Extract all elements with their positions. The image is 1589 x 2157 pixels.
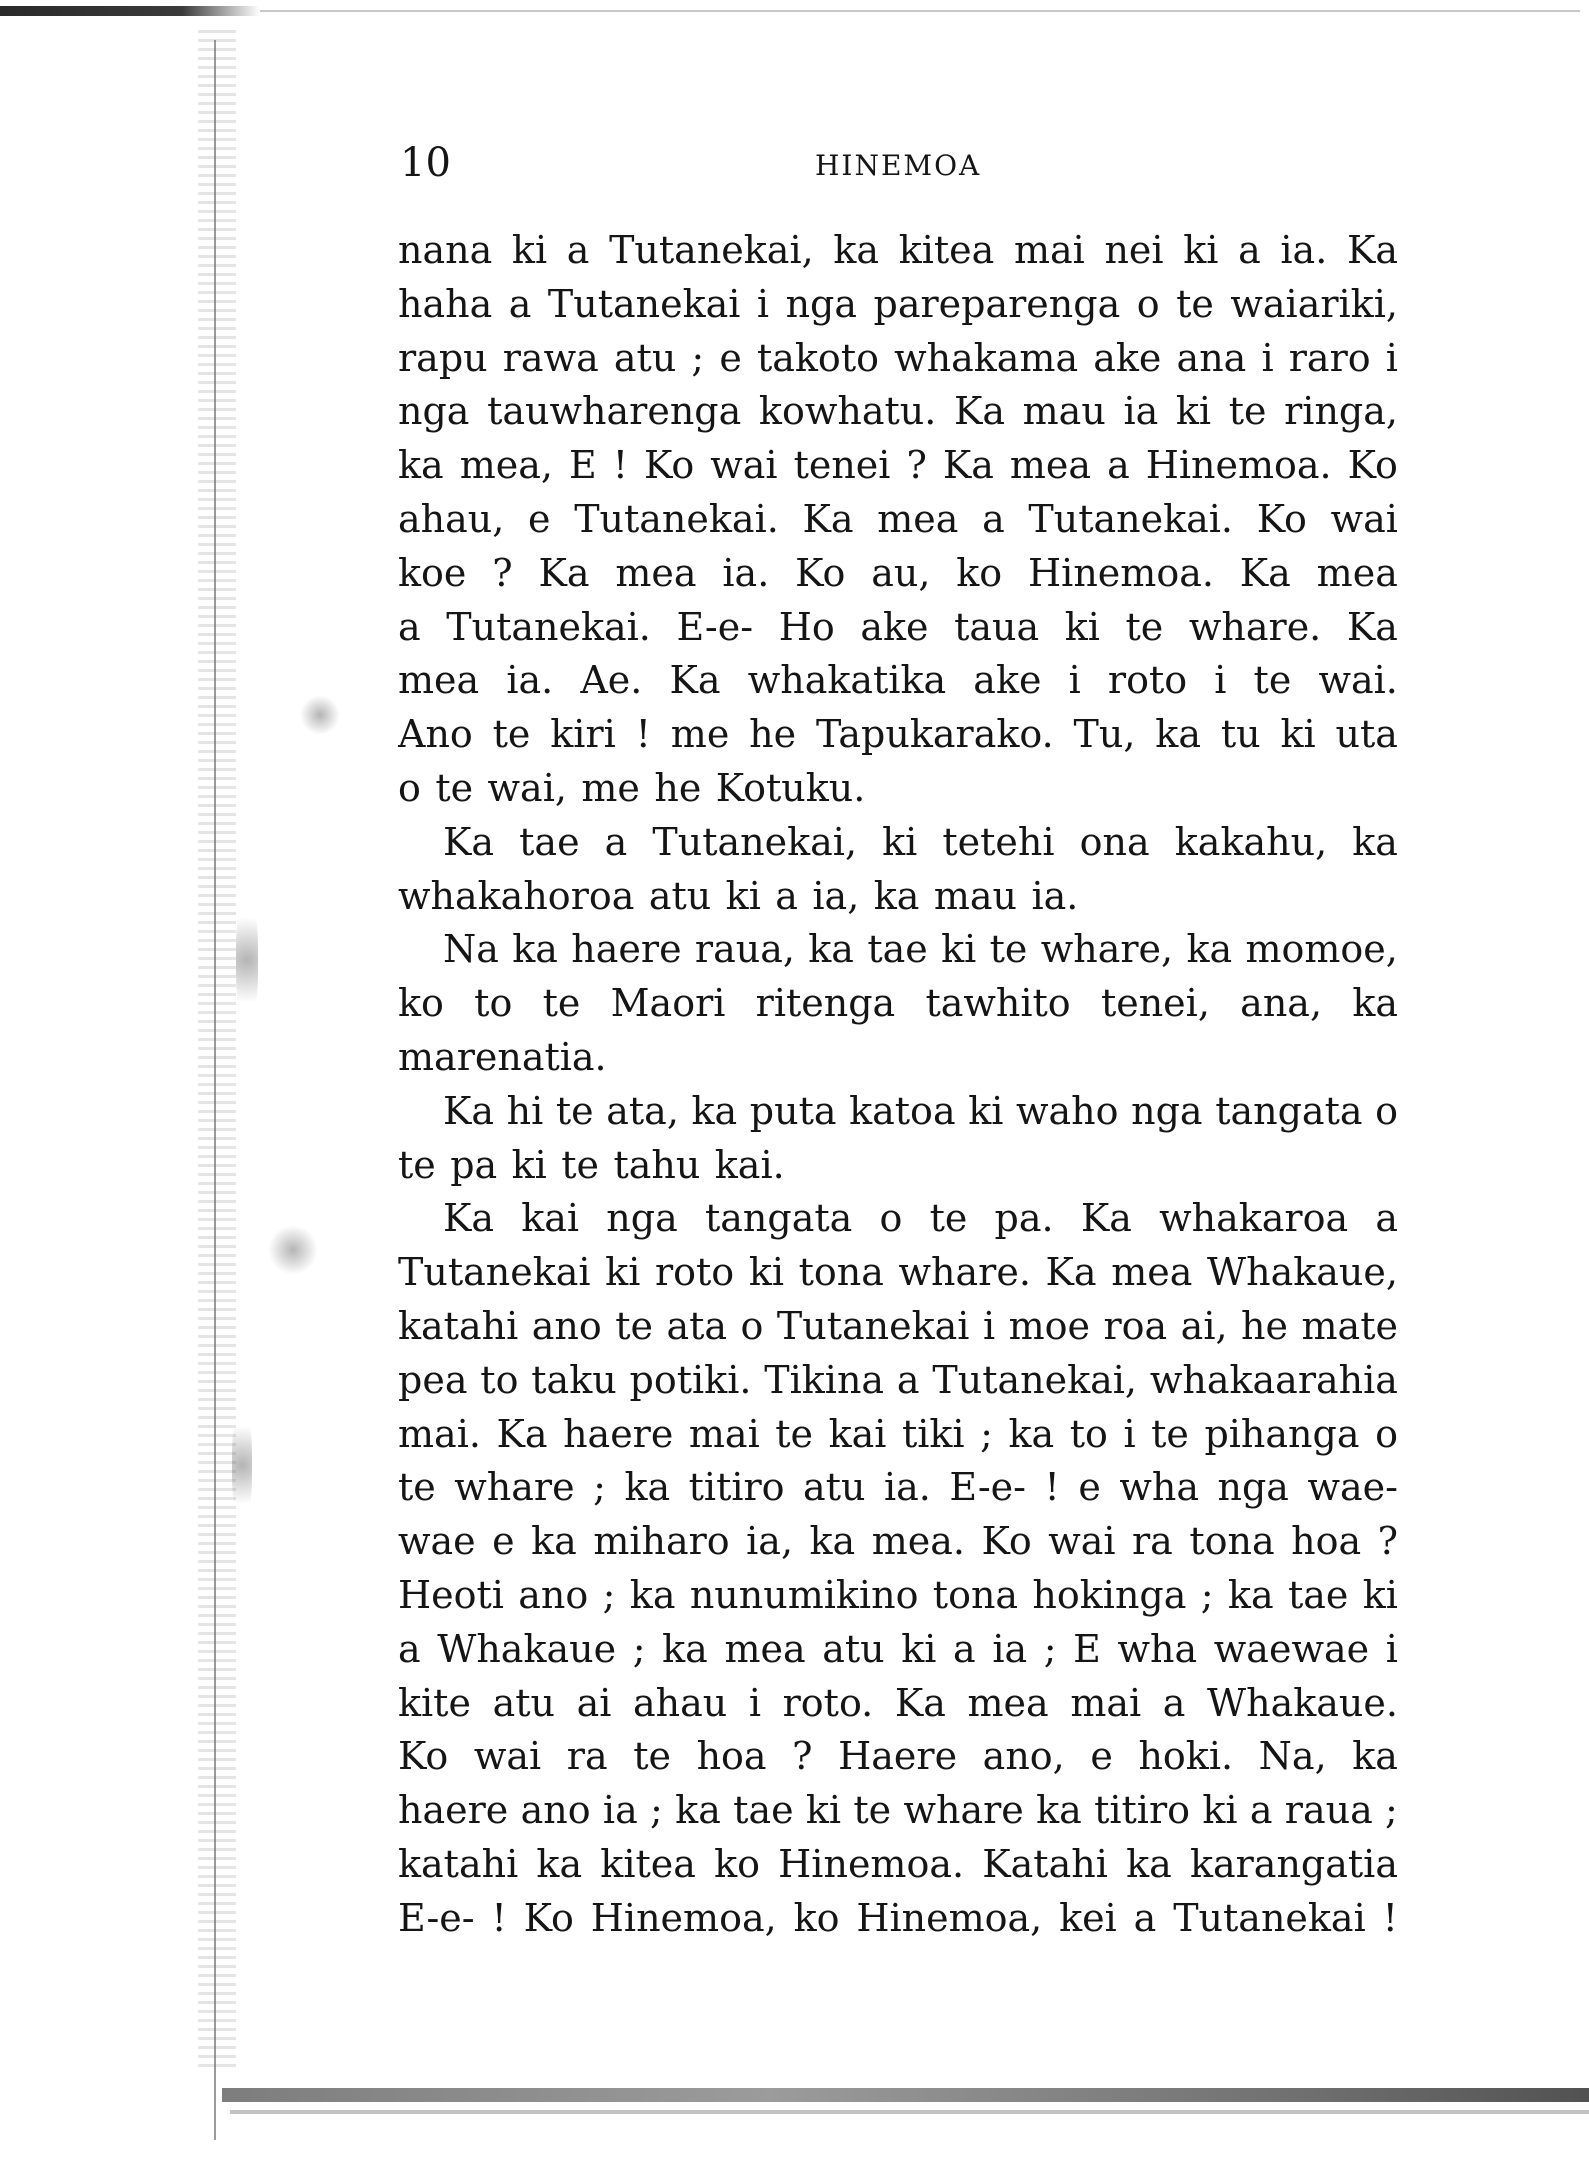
text-line: a Tutanekai. E-e- Ho ake taua ki te whare. Ka — [398, 604, 1398, 649]
text-line: te whare ; ka titiro atu ia. E-e- ! e wha nga wae- — [398, 1465, 1398, 1510]
text-line: ahau, e Tutanekai. Ka mea a Tutanekai. Ko wai — [398, 496, 1398, 541]
text-line: marenatia. — [398, 1034, 607, 1079]
text-line: Tutanekai ki roto ki tona whare. Ka mea Whakaue, — [398, 1250, 1398, 1295]
text-line: nga tauwharenga kowhatu. Ka mau ia ki te ringa, — [398, 389, 1398, 434]
ink-smudge — [300, 695, 340, 735]
text-line: a Whakaue ; ka mea atu ki a ia ; E wha waewae i — [398, 1626, 1398, 1671]
text-line: o te wai, me he Kotuku. — [398, 765, 866, 810]
scan-edge-line — [260, 10, 1580, 12]
text-line: koe ? Ka mea ia. Ko au, ko Hinemoa. Ka mea — [398, 550, 1398, 595]
page-number: 10 — [400, 140, 451, 186]
text-line: Ka tae a Tutanekai, ki tetehi ona kakahu, ka — [443, 819, 1398, 864]
body-text — [398, 224, 1398, 1946]
text-line: pea to taku potiki. Tikina a Tutanekai, whakaarahia — [398, 1357, 1398, 1402]
text-line: katahi ka kitea ko Hinemoa. Katahi ka karangatia — [398, 1841, 1398, 1886]
binding-shadow — [198, 30, 236, 2070]
page-bottom-edge-line — [230, 2110, 1589, 2114]
running-head — [400, 138, 1400, 198]
text-line: haere ano ia ; ka tae ki te whare ka titiro ki a raua ; — [398, 1788, 1398, 1833]
text-line: rapu rawa atu ; e takoto whakama ake ana i raro i — [398, 335, 1398, 380]
text-line: ka mea, E ! Ko wai tenei ? Ka mea a Hinemoa. Ko — [398, 443, 1398, 488]
text-line: E-e- ! Ko Hinemoa, ko Hinemoa, kei a Tutanekai ! — [398, 1895, 1398, 1940]
text-line: Na ka haere raua, ka tae ki te whare, ka momoe, — [443, 927, 1398, 972]
text-line: kite atu ai ahau i roto. Ka mea mai a Whakaue. — [398, 1680, 1398, 1725]
text-line: Heoti ano ; ka nunumikino tona hokinga ; ka tae ki — [398, 1572, 1398, 1617]
text-line: te pa ki te tahu kai. — [398, 1142, 785, 1187]
scan-edge-top — [0, 6, 260, 16]
text-line: Ka kai nga tangata o te pa. Ka whakaroa a — [443, 1196, 1398, 1241]
text-line: haha a Tutanekai i nga pareparenga o te waiariki, — [398, 281, 1398, 326]
running-title: HINEMOA — [815, 149, 982, 182]
text-line: Ka hi te ata, ka puta katoa ki waho nga tangata o — [443, 1088, 1398, 1133]
binding-edge — [214, 40, 216, 2140]
text-line: katahi ano te ata o Tutanekai i moe roa ai, he mate — [398, 1303, 1398, 1348]
text-line: nana ki a Tutanekai, ka kitea mai nei ki a ia. Ka — [398, 228, 1398, 272]
text-line: ko to te Maori ritenga tawhito tenei, ana, ka — [398, 981, 1398, 1026]
ink-smudge — [236, 900, 258, 1020]
text-line: whakahoroa atu ki a ia, ka mau ia. — [398, 873, 1079, 918]
text-line: wae e ka miharo ia, ka mea. Ko wai ra tona hoa ? — [398, 1519, 1398, 1564]
text-line: mai. Ka haere mai te kai tiki ; ka to i te pihanga o — [398, 1411, 1398, 1456]
ink-smudge — [232, 1410, 252, 1520]
text-line: Ko wai ra te hoa ? Haere ano, e hoki. Na, ka — [398, 1734, 1398, 1779]
ink-smudge — [268, 1225, 318, 1275]
page-bottom-edge — [222, 2088, 1589, 2102]
text-line: mea ia. Ae. Ka whakatika ake i roto i te wai. — [398, 658, 1398, 703]
text-line: Ano te kiri ! me he Tapukarako. Tu, ka tu ki uta — [398, 712, 1398, 757]
